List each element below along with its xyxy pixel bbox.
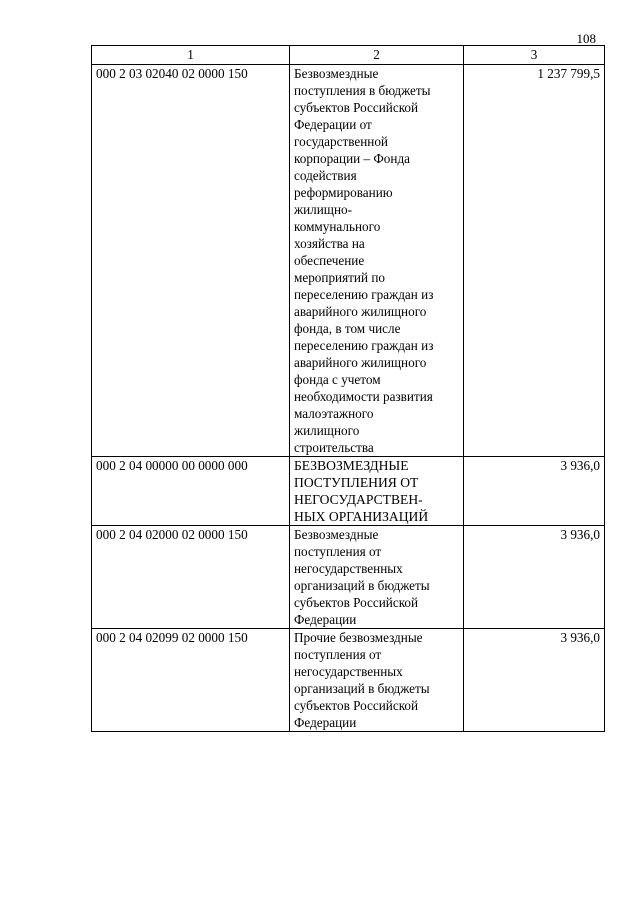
amount-value: 3 936,0 — [464, 526, 605, 629]
revenue-name — [290, 457, 464, 526]
revenue-name-line: жилищного — [294, 423, 360, 438]
amount-value: 3 936,0 — [464, 457, 605, 526]
revenue-name-line: переселению граждан из — [294, 287, 434, 302]
revenue-name-line: малоэтажного — [294, 406, 374, 421]
revenue-name-line: поступления в бюджеты — [294, 83, 431, 98]
column-header-1: 1 — [92, 46, 290, 65]
revenue-name-line: необходимости развития — [294, 389, 433, 404]
table-row — [92, 457, 605, 526]
revenue-name-line: хозяйства на — [294, 236, 365, 251]
revenue-name-line: фонда с учетом — [294, 372, 381, 387]
revenue-name-line: негосударственных — [294, 561, 403, 576]
revenue-name-line: Федерации — [294, 612, 357, 627]
revenue-name-line: Прочие безвозмездные — [294, 630, 423, 645]
budget-revenue-table — [91, 45, 605, 732]
revenue-name-line: НЫХ ОРГАНИЗАЦИЙ — [294, 509, 429, 524]
revenue-name-line: аварийного жилищного — [294, 304, 427, 319]
budget-code: 000 2 04 00000 00 0000 000 — [92, 457, 290, 526]
page-number: 108 — [576, 31, 596, 46]
revenue-name — [290, 526, 464, 629]
revenue-name-line: реформированию — [294, 185, 393, 200]
budget-code: 000 2 03 02040 02 0000 150 — [92, 65, 290, 457]
amount-value: 3 936,0 — [464, 629, 605, 732]
revenue-name-line: поступления от — [294, 544, 382, 559]
revenue-name-line: коммунального — [294, 219, 381, 234]
budget-code: 000 2 04 02000 02 0000 150 — [92, 526, 290, 629]
table-row — [92, 526, 605, 629]
revenue-name-line: ПОСТУПЛЕНИЯ ОТ — [294, 475, 419, 490]
table-row — [92, 629, 605, 732]
revenue-name-line: НЕГОСУДАРСТВЕН- — [294, 492, 423, 507]
revenue-name-line: переселению граждан из — [294, 338, 434, 353]
column-header-2: 2 — [290, 46, 464, 65]
revenue-name-line: содействия — [294, 168, 357, 183]
revenue-name-line: Федерации — [294, 715, 357, 730]
revenue-name-line: БЕЗВОЗМЕЗДНЫЕ — [294, 458, 409, 473]
column-header-3: 3 — [464, 46, 605, 65]
revenue-name — [290, 65, 464, 457]
revenue-name-line: фонда, в том числе — [294, 321, 401, 336]
revenue-name-line: корпорации – Фонда — [294, 151, 411, 166]
table-header-row — [92, 46, 605, 65]
revenue-name-line: субъектов Российской — [294, 595, 419, 610]
revenue-name-line: Безвозмездные — [294, 66, 379, 81]
revenue-name-line: аварийного жилищного — [294, 355, 427, 370]
revenue-name-line: Федерации от — [294, 117, 372, 132]
revenue-name-line: государственной — [294, 134, 388, 149]
revenue-name — [290, 629, 464, 732]
revenue-name-line: организаций в бюджеты — [294, 578, 430, 593]
revenue-name-line: субъектов Российской — [294, 100, 419, 115]
amount-value: 1 237 799,5 — [464, 65, 605, 457]
revenue-name-line: строительства — [294, 440, 374, 455]
revenue-name-line: субъектов Российской — [294, 698, 419, 713]
revenue-name-line: мероприятий по — [294, 270, 385, 285]
revenue-name-line: Безвозмездные — [294, 527, 379, 542]
revenue-name-line: организаций в бюджеты — [294, 681, 430, 696]
revenue-name-line: жилищно- — [294, 202, 353, 217]
budget-code: 000 2 04 02099 02 0000 150 — [92, 629, 290, 732]
revenue-name-line: обеспечение — [294, 253, 365, 268]
table-row — [92, 65, 605, 457]
revenue-name-line: поступления от — [294, 647, 382, 662]
revenue-name-line: негосударственных — [294, 664, 403, 679]
